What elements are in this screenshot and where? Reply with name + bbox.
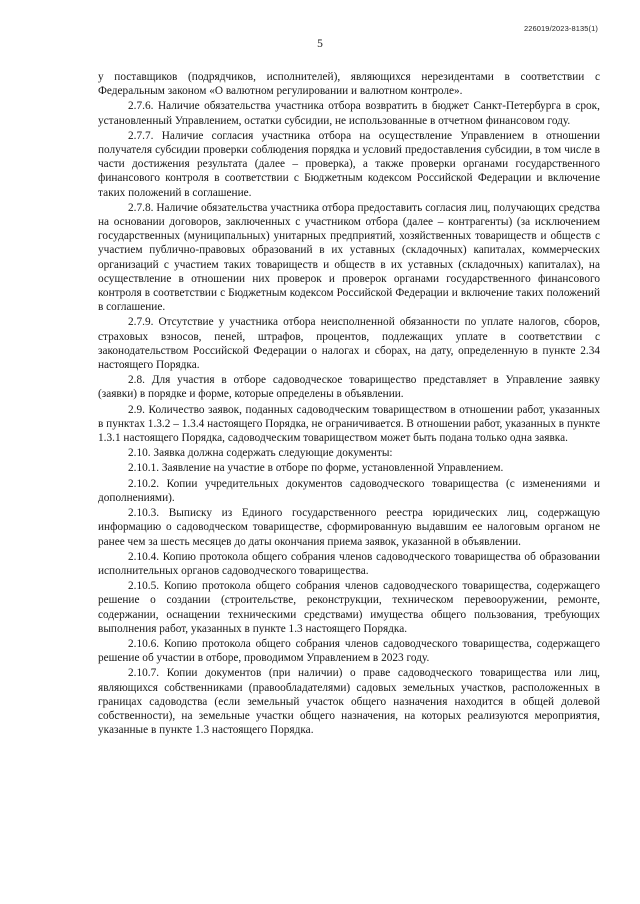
document-body — [98, 70, 600, 738]
paragraph-2-8: 2.8. Для участия в отборе садоводческое товарищество представляет в Управление заявку (заявки) в порядке и форме, которые определены в объявлении. — [98, 374, 600, 401]
paragraph-2-7-6: 2.7.6. Наличие обязательства участника отбора возвратить в бюджет Санкт-Петербурга в срок, установленный Управлением, остатки субсидии, не использованные в отчетном финансовом году. — [98, 100, 600, 127]
paragraph-2-10-5: 2.10.5. Копию протокола общего собрания членов садоводческого товарищества, содержащего решение о создании (строительстве, реконструкции, техническом перевооружении, ремонте, содержании, оснащении техническими средствами) имущества общего пользования, требующих выполнения работ, указанных в пункте 1.3 настоящего Порядка. — [98, 580, 600, 635]
paragraph-2-7-9: 2.7.9. Отсутствие у участника отбора неисполненной обязанности по уплате налогов, сборов, страховых взносов, пеней, штрафов, процентов, подлежащих уплате в соответствии с законодательством Российской Федерации о налогах и сборах, на дату, определенную в пункте 2.34 настоящего Порядка. — [98, 316, 600, 372]
paragraph-2-10-1: 2.10.1. Заявление на участие в отборе по форме, установленной Управлением. — [128, 462, 504, 475]
paragraph-2-7-7: 2.7.7. Наличие согласия участника отбора на осуществление Управлением в отношении получателя субсидии проверки соблюдения порядка и условий предоставления субсидии, в том числе в части достижения результата (далее – проверка), а также проверки органами государственного финансового контроля в соответствии с Бюджетным кодексом Российской Федерации и включение таких положений в соглашение. — [98, 129, 600, 199]
paragraph-2-10-4: 2.10.4. Копию протокола общего собрания членов садоводческого товарищества об образовании исполнительных органов садоводческого товарищества. — [98, 550, 600, 577]
paragraph-2-10-7: 2.10.7. Копии документов (при наличии) о праве садоводческого товарищества или лиц, являющихся собственниками (правообладателями) садовых земельных участков, расположенных в границах садоводства (если земельный участок общего назначения находится в общей долевой собственности), на земельные участки общего назначения, на которых реализуются мероприятия, указанные в пункте 1.3 настоящего Порядка. — [98, 667, 600, 737]
paragraph-continuation: у поставщиков (подрядчиков, исполнителей), являющихся нерезидентами в соответствии с Федеральным законом «О валютном регулировании и валютном контроле». — [98, 71, 600, 98]
page-number: 5 — [317, 38, 323, 50]
paragraph-2-10-2: 2.10.2. Копии учредительных документов садоводческого товарищества (с изменениями и дополнениями). — [98, 477, 600, 504]
paragraph-2-7-8: 2.7.8. Наличие обязательства участника отбора предоставить согласия лиц, получающих средства на основании договоров, заключенных с участником отбора (далее – контрагенты) (за исключением государственных (муниципальных) унитарных предприятий, хозяйственных товариществ и обществ с участием публично-правовых образований в их уставных (складочных) капиталах, коммерческих организаций с участием таких товариществ и обществ в их уставных (складочных) капиталах), на осуществление в отношении них проверок и проверок органами государственного финансового контроля в соответствии с Бюджетным кодексом Российской Федерации и включение таких положений в соглашение. — [98, 201, 600, 314]
paragraph-2-10-6: 2.10.6. Копию протокола общего собрания членов садоводческого товарищества, содержащего решение об участии в отборе, проводимом Управлением в 2023 году. — [98, 637, 600, 665]
paragraph-2-10: 2.10. Заявка должна содержать следующие документы: — [128, 447, 393, 460]
paragraph-2-9: 2.9. Количество заявок, поданных садоводческим товариществом в отношении работ, указанных в пунктах 1.3.2 – 1.3.4 настоящего Порядка, не ограничивается. В отношении работ, указанных в пункте 1.3.1 настоящего Порядка, садоводческим товариществом может быть подана только одна заявка. — [98, 403, 600, 445]
document-id: 226019/2023-8135(1) — [523, 24, 598, 33]
paragraph-2-10-3: 2.10.3. Выписку из Единого государственного реестра юридических лиц, содержащую информацию о садоводческом товариществе, сформированную выдавшим ее налоговым органом не ранее чем за шесть месяцев до даты окончания приема заявок, указанной в объявлении. — [98, 507, 600, 548]
